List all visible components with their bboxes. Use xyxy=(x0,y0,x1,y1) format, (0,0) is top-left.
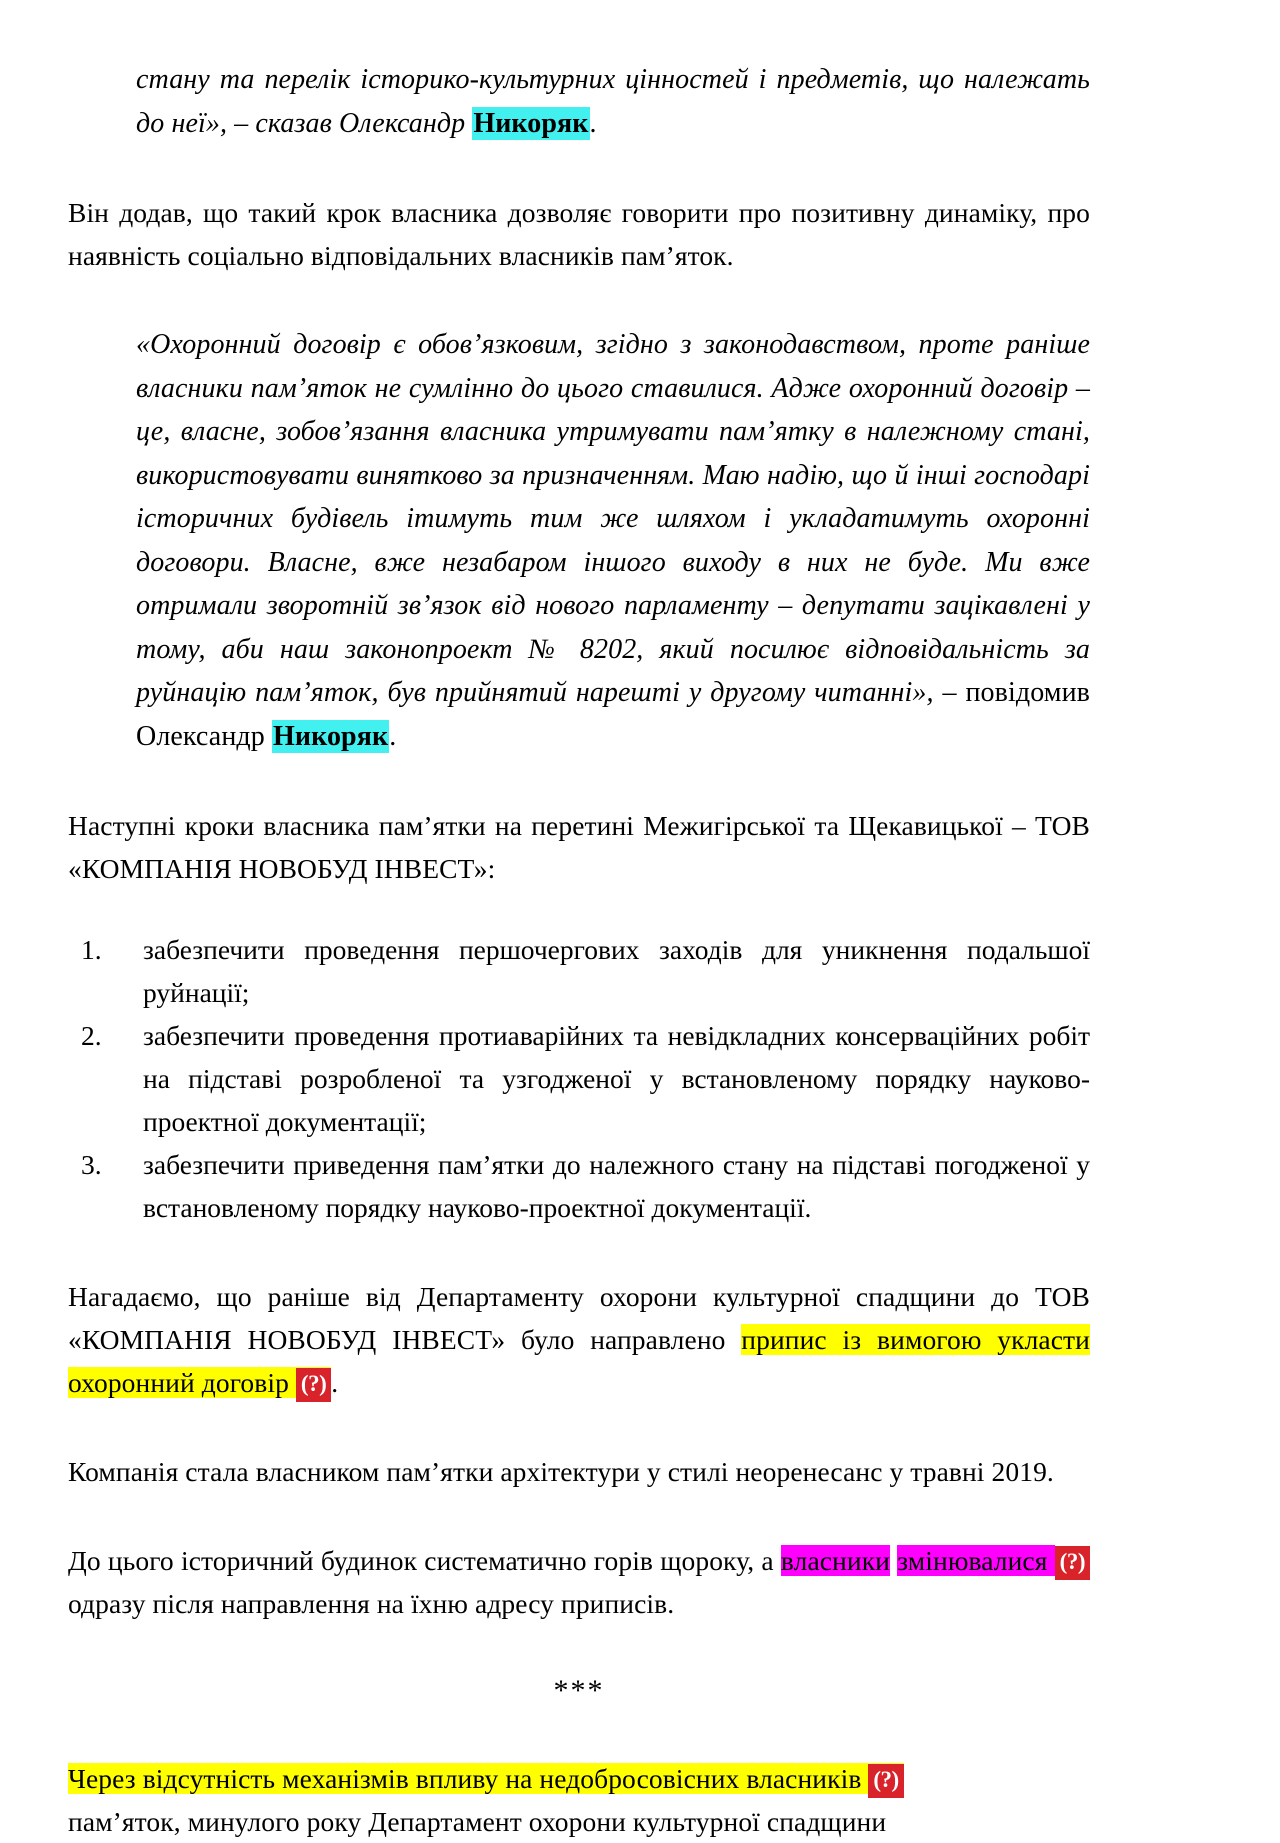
paragraph-reminder-order xyxy=(68,1275,1090,1404)
quote-block-text: «Охоронний договір є обов’язковим, згідно з законодавством, проте раніше власники пам’яток не сумлінно до цього ставилися. Адже охоронний договір – це, власне, зобов’язання власника утримувати пам’ятку в належному стані, використовувати винятково за призначенням. Маю надію, що й інші господарі історичних будівель ітимуть тим же шляхом і укладатимуть охоронні договори. Власне, вже незабаром іншого виходу в них не буде. Ми вже отримали зворотній зв’язок від нового парламенту – депутати зацікавлені у тому, аби наш законопроект № 8202, який посилює відповідальність за руйнацію пам’яток, був прийнятий нарешті у другому читанні», – xyxy=(136,329,1090,708)
quote-continuation-paragraph xyxy=(136,58,1090,145)
spacer xyxy=(68,145,1090,191)
spacer xyxy=(68,1404,1090,1450)
broken-image-icon[interactable]: (?) xyxy=(1055,1546,1090,1580)
spacer xyxy=(68,1493,1090,1539)
paragraph-annual-fires xyxy=(68,1539,1090,1625)
highlight-owners-word: власники xyxy=(780,1545,890,1576)
highlight-changed-word: змінювалися xyxy=(897,1545,1055,1576)
reminder-text-end: . xyxy=(331,1367,339,1398)
quote-attribution-period: . xyxy=(389,720,397,752)
paragraph-positive-dynamics: Він додав, що такий крок власника дозволяє говорити про позитивну динаміку, про наявність соціально відповідальних власників пам’яток. xyxy=(68,197,1090,271)
highlight-order-requirement: припис із вимогою укласти охоронний договір xyxy=(68,1324,1090,1398)
paragraph-next-steps-intro: Наступні кроки власника пам’ятки на перетині Межигірської та Щекавицької – ТОВ «КОМПАНІЯ НОВОБУД ІНВЕСТ»: xyxy=(68,810,1090,884)
broken-image-badge-wrapper-1 xyxy=(296,1367,331,1398)
spacer xyxy=(68,277,1090,323)
list-item xyxy=(68,1143,1090,1229)
broken-image-icon[interactable]: (?) xyxy=(296,1368,331,1402)
spacer xyxy=(68,890,1090,928)
fires-text-end: одразу після направлення на їхню адресу приписів. xyxy=(68,1588,675,1619)
broken-image-icon[interactable]: (?) xyxy=(868,1764,903,1798)
spacer xyxy=(68,1229,1090,1275)
broken-image-badge-wrapper-3 xyxy=(868,1763,903,1794)
list-item xyxy=(68,928,1090,1014)
highlight-name-nykoriak-2: Никоряк xyxy=(272,720,389,752)
spacer xyxy=(68,1625,1090,1671)
fires-text-start: До цього історичний будинок систематично горів щороку, а xyxy=(68,1545,781,1576)
highlight-lack-of-mechanisms: Через відсутність механізмів впливу на недобросовісних власників xyxy=(68,1763,869,1794)
list-item-number: 2. xyxy=(81,1020,102,1051)
highlight-name-nykoriak-1: Никоряк xyxy=(473,107,589,139)
lack-of-mechanisms-rest: пам’яток, минулого року Департамент охорони культурної спадщини xyxy=(68,1806,887,1837)
list-item-number: 1. xyxy=(81,934,102,965)
spacer xyxy=(68,758,1090,804)
document-body xyxy=(68,58,1090,1843)
section-separator: *** xyxy=(553,1674,605,1707)
list-item-label: забезпечити приведення пам’ятки до належного стану на підставі погодженої у встановленому порядку науково-проектної документації. xyxy=(143,1149,1090,1223)
paragraph-ownership-2019: Компанія стала власником пам’ятки архітектури у стилі неоренесанс у травні 2019. xyxy=(68,1456,1054,1487)
obligations-list xyxy=(68,928,1090,1229)
paragraph-lack-of-mechanisms xyxy=(68,1757,1090,1843)
list-item-label: забезпечити проведення протиаварійних та невідкладних консерваційних робіт на підставі розробленої та узгодженої у встановленому порядку науково-проектної документації; xyxy=(143,1020,1090,1137)
quote-continuation-period: . xyxy=(589,107,597,139)
list-item xyxy=(68,1014,1090,1143)
list-item-number: 3. xyxy=(81,1149,102,1180)
spacer xyxy=(68,1711,1090,1757)
quote-continuation-text: стану та перелік історико-культурних цінностей і предметів, що належать до неї», – сказав Олександр xyxy=(136,64,1090,139)
quote-block-protection-contract xyxy=(136,323,1090,758)
reminder-text-start: Нагадаємо, що раніше від Департаменту охорони культурної спадщини до ТОВ «КОМПАНІЯ НОВОБУД ІНВЕСТ» було направлено xyxy=(68,1281,1090,1355)
list-item-label: забезпечити проведення першочергових заходів для уникнення подальшої руйнації; xyxy=(143,934,1090,1008)
quote-attribution-prefix: повідомив Олександр xyxy=(136,677,1090,752)
